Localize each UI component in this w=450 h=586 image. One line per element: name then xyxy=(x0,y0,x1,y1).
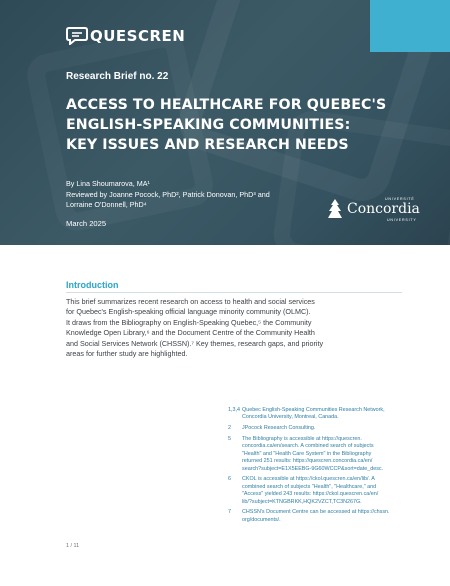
author-line: By Lina Shoumarova, MA¹ xyxy=(66,179,150,188)
footnote xyxy=(228,436,408,473)
accent-block xyxy=(370,0,450,52)
university-en-label: UNIVERSITY xyxy=(387,218,417,222)
footnote-line[interactable]: search?subject=E1X5EEBG-9G60WCCP&sort=date_desc. xyxy=(242,465,384,472)
footnote-line[interactable]: CKOL is accessible at https://ckol.quescren.ca/en/lib/. A xyxy=(242,476,375,483)
paragraph-line: Knowledge Open Library,⁶ and the Document Centre of the Community Health xyxy=(66,328,315,338)
footnote-number: 2 xyxy=(228,425,231,432)
paragraph-line: This brief summarizes recent research on access to health and social services xyxy=(66,297,315,306)
footnote-line: JPocock Research Consulting. xyxy=(242,425,316,432)
title-line: KEY ISSUES AND RESEARCH NEEDS xyxy=(66,137,349,153)
footnote xyxy=(228,407,408,422)
section-heading-introduction: Introduction xyxy=(66,280,119,290)
heading-divider xyxy=(66,292,402,293)
footnote-number: 7 xyxy=(228,509,231,516)
concordia-logo xyxy=(326,198,420,220)
footnote-line[interactable]: CHSSN's Document Centre can be accessed at https://chssn. xyxy=(242,509,390,516)
publication-date: March 2025 xyxy=(66,219,107,228)
footnote xyxy=(228,476,408,506)
university-name: Concordia xyxy=(347,201,420,217)
footnote-line[interactable]: returned 251 results: https://quescren.concordia.ca/en/ xyxy=(242,458,373,465)
paragraph-line: areas for further study are highlighted. xyxy=(66,349,188,359)
brief-number: Research Brief no. 22 xyxy=(66,71,169,82)
footnote-line: Concordia University, Montreal, Canada. xyxy=(242,414,339,421)
footnote-number: 1,3,4 xyxy=(228,407,240,413)
page-number: 1 / 11 xyxy=(66,543,80,549)
title-line: ACCESS TO HEALTHCARE FOR QUEBEC'S xyxy=(66,97,387,113)
footnote-line[interactable]: concordia.ca/en/search. A combined search of subjects xyxy=(242,443,374,450)
footnote-line[interactable]: The Bibliography is accessible at https://quescren. xyxy=(242,436,362,442)
title-line: ENGLISH-SPEAKING COMMUNITIES: xyxy=(66,117,351,133)
footnotes xyxy=(228,407,408,528)
reviewer-line: Reviewed by Joanne Pocock, PhD², Patrick Donovan, PhD³ and xyxy=(66,189,270,199)
footnote xyxy=(228,509,408,524)
footnote-line[interactable]: lib/?subject=KTNGBRKK,HQK2VZCT,TC3N267G. xyxy=(242,498,362,505)
concordia-crest-icon xyxy=(326,198,344,220)
footnote-line: Quebec English-Speaking Communities Research Network, xyxy=(242,407,385,413)
university-fr-label: UNIVERSITÉ xyxy=(385,197,415,201)
reviewer-line: Lorraine O'Donnell, PhD⁴ xyxy=(66,200,147,209)
footnote-line[interactable]: org/documents/. xyxy=(242,516,281,523)
footnote-number: 6 xyxy=(228,476,231,483)
footnote-line[interactable]: "Access" yielded 243 results: https://ckol.quescren.ca/en/ xyxy=(242,491,379,498)
authors-block xyxy=(66,179,270,211)
quescren-logo xyxy=(66,27,185,45)
introduction-paragraph xyxy=(66,297,402,359)
footnote-line: combined search of subjects "Health", "Healthcare," and xyxy=(242,483,377,490)
document-title xyxy=(66,95,406,155)
cover-header-band xyxy=(0,0,450,245)
paragraph-line: for Quebec's English-speaking official language minority community (OLMC). xyxy=(66,307,311,317)
logo-text: QUESCREN xyxy=(90,27,186,45)
speech-bubble-icon xyxy=(66,27,88,45)
paragraph-line: It draws from the Bibliography on English-Speaking Quebec,⁵ the Community xyxy=(66,317,312,327)
footnote-line: "Health" and "Health Care System" in the Bibliography xyxy=(242,450,372,457)
footnote-number: 5 xyxy=(228,436,231,442)
footnote xyxy=(228,425,408,432)
paragraph-line: and Social Services Network (CHSSN).⁷ Key themes, research gaps, and priority xyxy=(66,338,324,348)
